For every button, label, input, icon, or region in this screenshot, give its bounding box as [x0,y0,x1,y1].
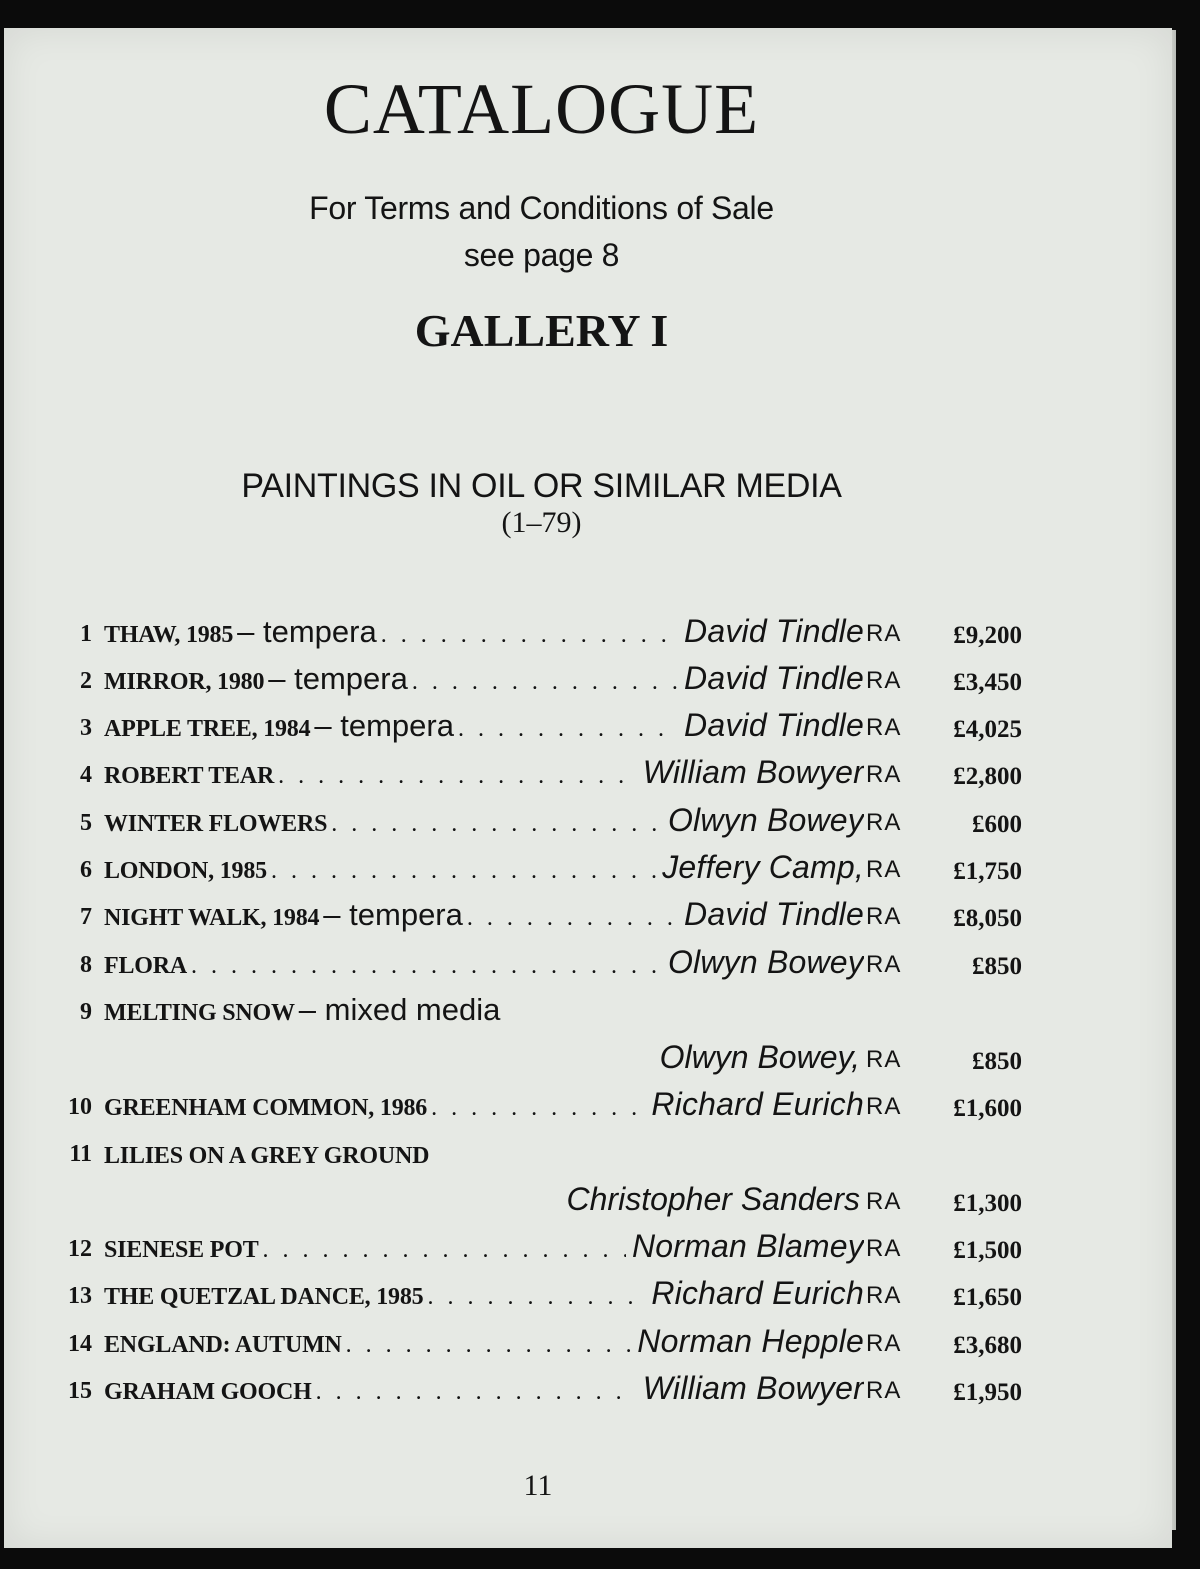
entry-artist: Jeffery Camp, [662,849,864,885]
entry-price: £1,600 [953,1095,1022,1122]
catalogue-title: CATALOGUE [323,69,760,149]
entry-artist: Olwyn Bowey, [659,1039,860,1075]
catalogue-entry [4,943,1172,987]
catalogue-entry [4,706,1172,750]
section-heading: PAINTINGS IN OIL OR SIMILAR MEDIA [241,467,842,505]
entry-title: WINTER FLOWERS [104,811,328,837]
dot-leader [427,1284,645,1311]
catalogue-entry [4,1274,1172,1318]
entry-ra: RA [866,1377,902,1404]
catalogue-entry [4,753,1172,797]
entry-price: £1,650 [953,1284,1022,1311]
entry-title: FLORA [104,953,188,979]
catalogue-entry [4,1227,1172,1271]
entry-artist: Richard Eurich [651,1275,864,1311]
catalogue-entry [4,895,1172,939]
entry-heading [104,992,864,1028]
dot-leader [412,669,678,696]
entry-price: £1,500 [953,1237,1022,1264]
entry-title: APPLE TREE, 1984 [104,716,311,742]
entry-number: 15 [68,1378,92,1404]
entry-number: 7 [80,904,92,930]
entry-ra: RA [866,903,902,930]
entry-medium: – tempera [314,708,454,743]
entry-artist: David Tindle [684,707,864,743]
entry-heading [104,1228,864,1265]
entry-ra: RA [866,1282,902,1309]
section-range: (1–79) [501,506,582,539]
entry-title: ROBERT TEAR [104,763,275,789]
entry-price: £600 [972,811,1022,838]
entry-ra: RA [866,856,902,883]
entry-ra: RA [866,1046,902,1073]
entry-ra: RA [866,1330,902,1357]
entry-heading [104,1370,864,1407]
entry-ra: RA [866,667,902,694]
entry-artist: Olwyn Bowey [667,802,864,838]
dot-leader [271,858,656,885]
catalogue-entry [4,1085,1172,1129]
catalogue-page [4,28,1172,1548]
catalogue-entry [4,848,1172,892]
entry-title: THE QUETZAL DANCE, 1985 [104,1284,424,1310]
dot-leader [467,905,678,932]
entry-heading [104,896,864,933]
entry-price: £1,300 [953,1190,1022,1217]
entry-title: GRAHAM GOOCH [104,1379,312,1405]
entry-price: £1,950 [953,1379,1022,1406]
entry-medium: – tempera [237,614,377,649]
entry-number: 3 [80,715,92,741]
catalogue-entry [4,1132,1172,1176]
page-number: 11 [523,1469,553,1502]
entry-number: 8 [80,952,92,978]
entry-price: £850 [972,953,1022,980]
catalogue-entry [4,612,1172,656]
entry-ra: RA [866,1093,902,1120]
entry-artist: William Bowyer [642,754,864,790]
dot-leader [316,1379,637,1406]
entry-number: 1 [80,621,92,647]
entry-artist: Norman Hepple [637,1323,864,1359]
entry-number: 12 [68,1236,92,1262]
gallery-heading: GALLERY I [414,305,669,356]
entry-price: £3,680 [953,1332,1022,1359]
catalogue-entry [4,990,1172,1034]
terms-line-2: see page 8 [463,237,620,273]
entry-number: 5 [80,810,92,836]
terms-line-1: For Terms and Conditions of Sale [309,190,774,226]
entry-ra: RA [866,1235,902,1262]
entry-artist: Olwyn Bowey [667,944,864,980]
entry-artist: Richard Eurich [651,1086,864,1122]
entry-artist: William Bowyer [642,1370,864,1406]
entry-artist: David Tindle [684,896,864,932]
entry-artist: David Tindle [684,613,864,649]
entry-ra: RA [866,809,902,836]
entry-title: ENGLAND: AUTUMN [104,1332,342,1358]
entry-artist: Norman Blamey [631,1228,864,1264]
dot-leader [263,1237,626,1264]
entry-title: LONDON, 1985 [104,858,267,884]
entry-medium: – tempera [268,661,408,696]
entry-heading [104,849,864,886]
entry-medium: – mixed media [298,992,501,1027]
catalogue-entry [4,801,1172,845]
dot-leader [431,1095,645,1122]
entry-title: SIENESE POT [104,1237,259,1263]
entry-number: 4 [80,762,92,788]
entry-number: 2 [80,668,92,694]
dot-leader [331,811,662,838]
entry-heading [104,1143,864,1170]
entry-price: £2,800 [953,763,1022,790]
entry-heading [104,660,864,697]
entry-number: 14 [68,1331,92,1357]
dot-leader [458,716,678,743]
entry-heading [104,1275,864,1312]
entry-heading [104,707,864,744]
entry-price: £3,450 [953,669,1022,696]
catalogue-entry-continued [4,1038,1172,1082]
catalogue-entry [4,1369,1172,1413]
entry-title: MELTING SNOW [104,1000,295,1026]
dot-leader [278,763,637,790]
entry-heading [104,754,864,791]
entry-ra: RA [866,620,902,647]
entry-number: 10 [68,1094,92,1120]
catalogue-entry [4,659,1172,703]
entry-heading [104,802,864,839]
entry-ra: RA [866,951,902,978]
entry-heading [104,1323,864,1360]
entry-medium: – tempera [323,897,463,932]
entry-number: 11 [69,1141,92,1167]
entry-heading [104,1086,864,1123]
entry-title: NIGHT WALK, 1984 [104,905,320,931]
entry-number: 13 [68,1283,92,1309]
entry-price: £1,750 [953,858,1022,885]
entry-title: MIRROR, 1980 [104,669,265,695]
entry-ra: RA [866,1188,902,1215]
entry-ra: RA [866,714,902,741]
entry-title: LILIES ON A GREY GROUND [104,1143,430,1169]
dot-leader [191,953,662,980]
entry-heading [104,944,864,981]
catalogue-entry [4,1322,1172,1366]
entry-title: THAW, 1985 [104,622,234,648]
entry-ra: RA [866,761,902,788]
dot-leader [381,622,678,649]
entry-artist: David Tindle [684,660,864,696]
entry-price: £8,050 [953,905,1022,932]
entry-title: GREENHAM COMMON, 1986 [104,1095,428,1121]
entry-number: 9 [80,999,92,1025]
entry-heading [104,613,864,650]
catalogue-entry-continued [4,1180,1172,1224]
entry-price: £9,200 [953,622,1022,649]
terms-note [4,185,1079,279]
entry-artist: Christopher Sanders [566,1181,860,1217]
entry-number: 6 [80,857,92,883]
dot-leader [346,1332,632,1359]
entry-price: £850 [972,1048,1022,1075]
entry-price: £4,025 [953,716,1022,743]
